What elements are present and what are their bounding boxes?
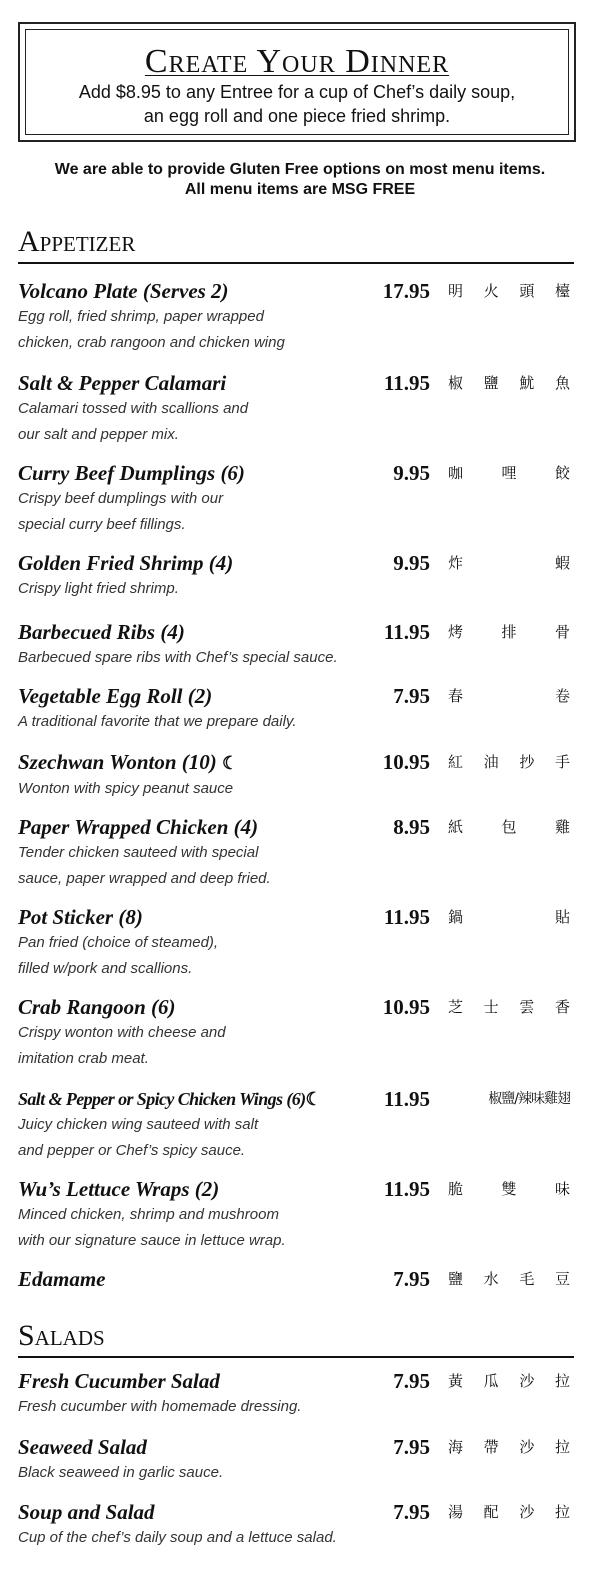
item-description: Calamari tossed with scallions and: [18, 400, 249, 417]
menu-item: [18, 619, 578, 671]
menu-item: [18, 904, 578, 982]
item-name: Golden Fried Shrimp (4): [18, 551, 234, 575]
item-price: 9.95: [393, 461, 430, 485]
chinese-char: 雞: [554, 818, 570, 836]
chinese-char: 紙: [448, 818, 464, 836]
chinese-char: 沙: [519, 1503, 535, 1521]
chinese-char: 士: [483, 998, 499, 1016]
item-name: Vegetable Egg Roll (2): [18, 684, 213, 708]
chinese-char: 排: [501, 623, 517, 641]
item-name: Volcano Plate (Serves 2): [18, 279, 229, 303]
chinese-char: 雙: [501, 1180, 517, 1198]
chinese-char: 拉: [554, 1503, 570, 1521]
menu-item: [18, 1176, 578, 1254]
chinese-char: 鹽: [483, 374, 499, 392]
chinese-char: 拉: [554, 1438, 570, 1456]
item-description: Crispy light fried shrimp.: [18, 580, 179, 597]
chinese-text: 椒鹽/辣味雞翅: [488, 1091, 570, 1107]
item-name: Szechwan Wonton (10): [18, 750, 217, 774]
item-name: Seaweed Salad: [18, 1435, 147, 1459]
item-chinese-name: [448, 749, 570, 775]
item-name: Barbecued Ribs (4): [18, 620, 185, 644]
chinese-char: 帶: [483, 1438, 499, 1456]
item-chinese-name: [448, 370, 570, 396]
item-chinese-name: [448, 904, 570, 930]
chinese-char: 油: [483, 753, 499, 771]
item-chinese-name: [448, 1086, 570, 1112]
item-name: Crab Rangoon (6): [18, 995, 176, 1019]
chinese-char: 咖: [448, 464, 464, 482]
menu-item: [18, 1086, 578, 1164]
item-description: Crispy beef dumplings with our: [18, 490, 224, 507]
create-dinner-box: [18, 22, 576, 142]
chinese-char: 湯: [448, 1503, 464, 1521]
chinese-char: 檯: [554, 282, 570, 300]
item-name: Wu’s Lettuce Wraps (2): [18, 1177, 220, 1201]
chinese-char: 毛: [519, 1270, 535, 1288]
section-heading-appetizer: Appetizer: [18, 226, 574, 264]
chinese-char: 椒: [448, 374, 464, 392]
item-description: Wonton with spicy peanut sauce: [18, 780, 234, 797]
item-price: 7.95: [393, 1500, 430, 1524]
item-price: 11.95: [383, 1087, 430, 1111]
item-name: Paper Wrapped Chicken (4): [18, 815, 259, 839]
menu-item: [18, 550, 578, 602]
item-price: 7.95: [393, 684, 430, 708]
menu-item: [18, 1499, 578, 1551]
spicy-icon: ☾: [222, 753, 239, 773]
item-name: Fresh Cucumber Salad: [18, 1369, 220, 1393]
item-description: Minced chicken, shrimp and mushroom: [18, 1206, 279, 1223]
create-dinner-line-2: an egg roll and one piece fried shrimp.: [143, 106, 451, 126]
menu-item: [18, 994, 578, 1072]
chinese-char: 火: [483, 282, 499, 300]
chinese-char: 卷: [554, 687, 570, 705]
create-dinner-line-1: Add $8.95 to any Entree for a cup of Chef’s daily soup,: [78, 82, 516, 102]
chinese-char: 香: [554, 998, 570, 1016]
chinese-char: 芝: [448, 998, 464, 1016]
item-description: Egg roll, fried shrimp, paper wrapped: [18, 308, 264, 325]
item-name: Salt & Pepper or Spicy Chicken Wings (6): [18, 1089, 306, 1109]
chinese-char: 味: [554, 1180, 570, 1198]
item-chinese-name: [448, 278, 570, 304]
item-description: Pan fried (choice of steamed),: [18, 934, 219, 951]
create-dinner-inner-frame: [25, 29, 569, 135]
item-chinese-name: [448, 1368, 570, 1394]
item-description: Barbecued spare ribs with Chef’s special sauce.: [18, 649, 338, 666]
item-name: Curry Beef Dumplings (6): [18, 461, 245, 485]
chinese-char: 魚: [554, 374, 570, 392]
item-price: 8.95: [393, 815, 430, 839]
chinese-char: 豆: [554, 1270, 570, 1288]
item-description: chicken, crab rangoon and chicken wing: [18, 334, 285, 351]
item-name: Pot Sticker (8): [18, 905, 143, 929]
menu-item: [18, 1266, 578, 1292]
item-description: and pepper or Chef’s spicy sauce.: [18, 1142, 246, 1159]
chinese-char: 拉: [554, 1372, 570, 1390]
section-heading-salads: Salads: [18, 1320, 574, 1358]
item-price: 7.95: [393, 1435, 430, 1459]
menu-item: [18, 370, 578, 448]
chinese-char: 包: [501, 818, 517, 836]
menu-item: [18, 814, 578, 892]
item-price: 9.95: [393, 551, 430, 575]
item-description: Cup of the chef’s daily soup and a lettuce salad.: [18, 1529, 337, 1546]
item-description: Crispy wonton with cheese and: [18, 1024, 226, 1041]
item-price: 10.95: [382, 750, 430, 774]
gluten-free-notice: We are able to provide Gluten Free options on most menu items.: [54, 161, 546, 178]
chinese-char: 烤: [448, 623, 464, 641]
item-price: 10.95: [382, 995, 430, 1019]
chinese-char: 配: [483, 1503, 499, 1521]
chinese-char: 黃: [448, 1372, 464, 1390]
chinese-char: 雲: [519, 998, 535, 1016]
item-price: 11.95: [383, 1177, 430, 1201]
item-chinese-name: [448, 619, 570, 645]
item-chinese-name: [448, 683, 570, 709]
item-price: 17.95: [382, 279, 430, 303]
item-description: imitation crab meat.: [18, 1050, 149, 1067]
chinese-char: 明: [448, 282, 464, 300]
item-chinese-name: [448, 1266, 570, 1292]
chinese-char: 頭: [519, 282, 535, 300]
menu-item: [18, 683, 578, 735]
item-price: 7.95: [393, 1369, 430, 1393]
chinese-char: 春: [448, 687, 464, 705]
item-chinese-name: [448, 1434, 570, 1460]
chinese-char: 手: [554, 753, 570, 771]
chinese-char: 海: [448, 1438, 464, 1456]
chinese-char: 蝦: [554, 554, 570, 572]
chinese-char: 哩: [501, 464, 517, 482]
item-chinese-name: [448, 1499, 570, 1525]
chinese-char: 沙: [519, 1372, 535, 1390]
msg-free-notice: All menu items are MSG FREE: [184, 181, 416, 198]
chinese-char: 脆: [448, 1180, 464, 1198]
item-price: 11.95: [383, 905, 430, 929]
item-name: Edamame: [18, 1267, 106, 1291]
item-price: 7.95: [393, 1267, 430, 1291]
menu-item: [18, 1434, 578, 1486]
menu-item: [18, 749, 578, 802]
chinese-char: 鍋: [448, 908, 464, 926]
chinese-char: 骨: [554, 623, 570, 641]
menu-item: [18, 1368, 578, 1420]
chinese-char: 餃: [554, 464, 570, 482]
chinese-char: 貼: [554, 908, 570, 926]
item-description: Black seaweed in garlic sauce.: [18, 1464, 224, 1481]
item-description: sauce, paper wrapped and deep fried.: [18, 870, 271, 887]
item-price: 11.95: [383, 620, 430, 644]
item-description: special curry beef fillings.: [18, 516, 186, 533]
item-description: Juicy chicken wing sauteed with salt: [18, 1116, 259, 1133]
item-chinese-name: [448, 1176, 570, 1202]
item-chinese-name: [448, 550, 570, 576]
item-description: filled w/pork and scallions.: [18, 960, 193, 977]
item-description: our salt and pepper mix.: [18, 426, 179, 443]
chinese-char: 炸: [448, 554, 464, 572]
item-chinese-name: [448, 994, 570, 1020]
item-description: with our signature sauce in lettuce wrap.: [18, 1232, 286, 1249]
item-name: Salt & Pepper Calamari: [18, 371, 227, 395]
chinese-char: 紅: [448, 753, 464, 771]
item-name: Soup and Salad: [18, 1500, 155, 1524]
create-dinner-title: Create Your Dinner: [144, 43, 450, 80]
chinese-char: 抄: [519, 753, 535, 771]
menu-item: [18, 278, 578, 356]
chinese-char: 水: [483, 1270, 499, 1288]
item-price: 11.95: [383, 371, 430, 395]
item-chinese-name: [448, 460, 570, 486]
item-description: Fresh cucumber with homemade dressing.: [18, 1398, 302, 1415]
item-chinese-name: [448, 814, 570, 840]
chinese-char: 瓜: [483, 1372, 499, 1390]
chinese-char: 沙: [519, 1438, 535, 1456]
spicy-icon: ☾: [305, 1089, 322, 1109]
chinese-char: 鹽: [448, 1270, 464, 1288]
item-description: Tender chicken sauteed with special: [18, 844, 259, 861]
item-description: A traditional favorite that we prepare daily.: [18, 713, 297, 730]
chinese-char: 魷: [519, 374, 535, 392]
menu-item: [18, 460, 578, 538]
